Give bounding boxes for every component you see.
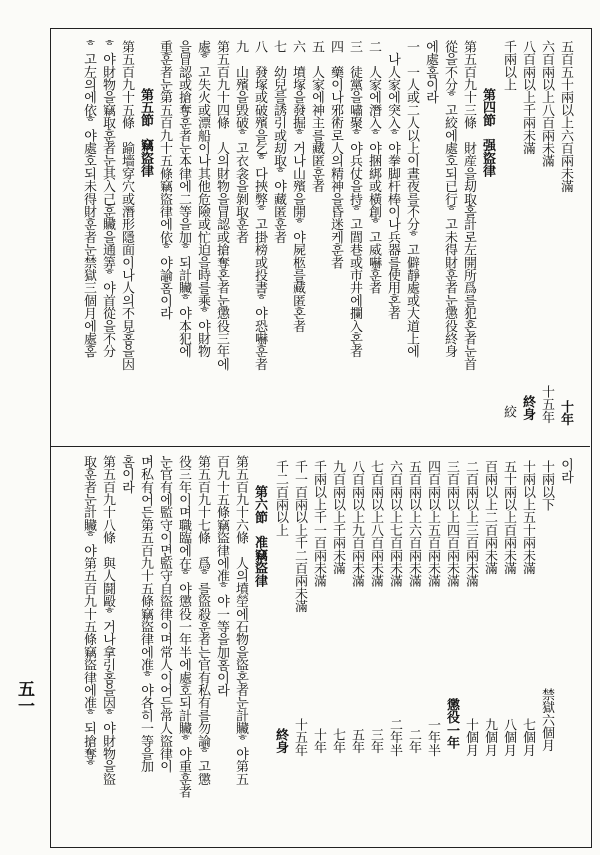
upper-text-column: 第四節 强盜律 <box>480 88 495 177</box>
upper-text-column: 六百兩以上八百兩未滿 <box>539 40 554 168</box>
lower-text-column: 第六節 准竊盜律 <box>252 485 267 587</box>
lower-text-column: 四百兩以上五百兩未滿 <box>425 460 440 588</box>
lower-text-column: 三年 <box>368 728 383 754</box>
upper-text-column: 四 藥이나邪術로人의精神을昏迷케훈者 <box>328 40 343 269</box>
upper-text-column: 十五年 <box>539 385 554 424</box>
lower-text-column: 禁獄六個月 <box>539 688 554 752</box>
lower-text-column: 千兩以上千一百兩未滿 <box>311 460 326 588</box>
lower-text-column: 二年 <box>406 728 421 754</box>
lower-text-column: 五百兩以上六百兩未滿 <box>406 460 421 588</box>
upper-text-column: 第五百九十四條 人의財物을冒認或搶奪혼者눈懲役三年에 <box>214 40 229 371</box>
upper-text-column: 六 墳塚을發掘ᄒ거나山殯을開ᄒ야屍柩를藏匿혼者 <box>290 40 305 333</box>
upper-text-column: 終身 <box>520 395 535 421</box>
lower-text-column: 눈官有에監守이면監守自盜律이며常人이어든常人盜律이 <box>157 455 172 773</box>
lower-text-column: 一年半 <box>425 718 440 757</box>
lower-text-column: 八百兩以上九百兩未滿 <box>349 460 364 588</box>
lower-text-column: 이라 <box>558 458 573 484</box>
lower-text-column: 懲役一年 <box>444 698 459 749</box>
lower-text-column: 百兩以上二百兩未滿 <box>482 460 497 575</box>
lower-text-column: 千二百兩以上 <box>273 460 288 537</box>
upper-text-column: 八 發塚或破殯을乞ᄒ다挾弊ᄒ고掛榜或投書ᄒ야恐嚇훈者 <box>252 40 267 371</box>
lower-text-column: 第五百九十八條 與人鬪毆ᄒ거나拿引홈을因ᄒ야財物을盜 <box>100 455 115 786</box>
upper-text-column: 七 幼兒를誘引或刧取ᄒ야藏匿훈者 <box>271 40 286 244</box>
lower-text-column: 十兩以上五十兩未滿 <box>520 460 535 575</box>
upper-text-column: 九 山殯을毁破ᄒ고衣衾을剝取훈者 <box>233 40 248 244</box>
upper-text-column: 第五百九十五條 踰墻穿穴或潛形隱面이나人의不見홈을因 <box>119 40 134 371</box>
upper-text-column: ᄒ야財物을竊取훈者눈其入己훈贜을通筭ᄒ야首從을不分 <box>100 40 115 358</box>
lower-text-column: 五十兩以上百兩未滿 <box>501 460 516 575</box>
upper-text-column: 第五節 竊盜律 <box>138 88 153 177</box>
lower-text-column: 第五百九十六條 人의墳塋에石物을盜혼者눈計贜ᄒ야第五 <box>233 455 248 786</box>
upper-text-column: ᄒ고左의에依ᄒ야處호되未得財훈者눈禁獄三個月에處홈 <box>81 40 96 358</box>
lower-text-column: 二百兩以上三百兩未滿 <box>463 460 478 588</box>
lower-text-column: 六百兩以上七百兩未滿 <box>387 460 402 588</box>
lower-text-column: 七百兩以上八百兩未滿 <box>368 460 383 588</box>
lower-text-column: 十個月 <box>463 718 478 757</box>
lower-text-column: 七年 <box>330 728 345 754</box>
upper-text-column: 千兩以上 <box>501 40 516 91</box>
upper-text-column: 을冒認或搶奪훈者눈本律에二等을加ᄒ되計贜ᄒ야本犯에 <box>176 40 191 358</box>
upper-text-column: 나人家에突入ᄒ야拳脚杆棒이나兵器를使用혼者 <box>385 40 400 320</box>
lower-text-column: 七個月 <box>520 718 535 757</box>
lower-text-column: 三百兩以上四百兩未滿 <box>444 460 459 588</box>
lower-text-column: 終身 <box>273 728 288 754</box>
upper-text-column: 三 徒黨을嘯聚ᄒ야兵仗을持ᄒ고閭巷或市井에攔入혼者 <box>347 40 362 358</box>
lower-text-column: 八個月 <box>501 718 516 757</box>
upper-text-column: 五 人家에神主를藏匿훈者 <box>309 40 324 193</box>
lower-text-column: 九個月 <box>482 718 497 757</box>
upper-text-column: 一 一人或二人以上이晝夜를不分ᄒ고僻靜處或大道上에 <box>404 40 419 358</box>
lower-text-column: 二年半 <box>387 718 402 757</box>
upper-text-column: 二 人家에潛入ᄒ야捆綁或橫創ᄒ고威嚇훈者 <box>366 40 381 295</box>
upper-text-column: 絞 <box>501 405 516 418</box>
lower-text-column: 役三年이며職臨에在ᄒ야懲役一年半에處호되計贜ᄒ야重훈者 <box>176 455 191 798</box>
lower-text-column: 홈이라 <box>119 455 134 494</box>
lower-text-column: 十年 <box>311 728 326 754</box>
lower-text-column: 取훈者눈計贜ᄒ야第五百九十五條竊盜律에准ᄒ되搶奪ᄒ <box>81 455 96 773</box>
upper-text-column: 處ᄒ고失火或漂船이나其他危險或忙迫을時를乘ᄒ야財物 <box>195 40 210 358</box>
upper-text-column: 十年 <box>558 400 573 426</box>
lower-text-column: 百九十五條竊盜律에准ᄒ야一等을加홈이라 <box>214 455 229 697</box>
upper-text-column: 重훈者눈第五百九十五條竊盜律에依ᄒ야論홈이라 <box>157 40 172 320</box>
upper-text-column: 五百五十兩以上六百兩未滿 <box>558 40 573 193</box>
lower-text-column: 十兩以下 <box>539 460 554 511</box>
upper-text-column: 八百兩以上千兩未滿 <box>520 40 535 155</box>
upper-text-column: 從을不分ᄒ고絞에處호되已行ᄒ고未得財훈者눈懲役終身 <box>442 40 457 358</box>
lower-text-column: 며私有어든第五百九十五條竊盜律에准ᄒ야各히一等을加 <box>138 455 153 773</box>
upper-text-column: 第五百九十三條 財産을刧取홀計로左開所爲를犯혼者눈首 <box>461 40 476 371</box>
lower-text-column: 千一百兩以上千二百兩未滿 <box>292 460 307 613</box>
lower-text-column: 五年 <box>349 728 364 754</box>
lower-text-column: 九百兩以上千兩未滿 <box>330 460 345 575</box>
lower-text-column: 十五年 <box>292 718 307 757</box>
section-divider <box>50 446 590 447</box>
lower-text-column: 第五百九十七條 爲ᄒ를盜殺훈者는官有私有를勿論ᄒ고懲 <box>195 455 210 786</box>
upper-text-column: 에處홈이라 <box>423 40 438 104</box>
page-number: 五一 <box>14 680 34 714</box>
